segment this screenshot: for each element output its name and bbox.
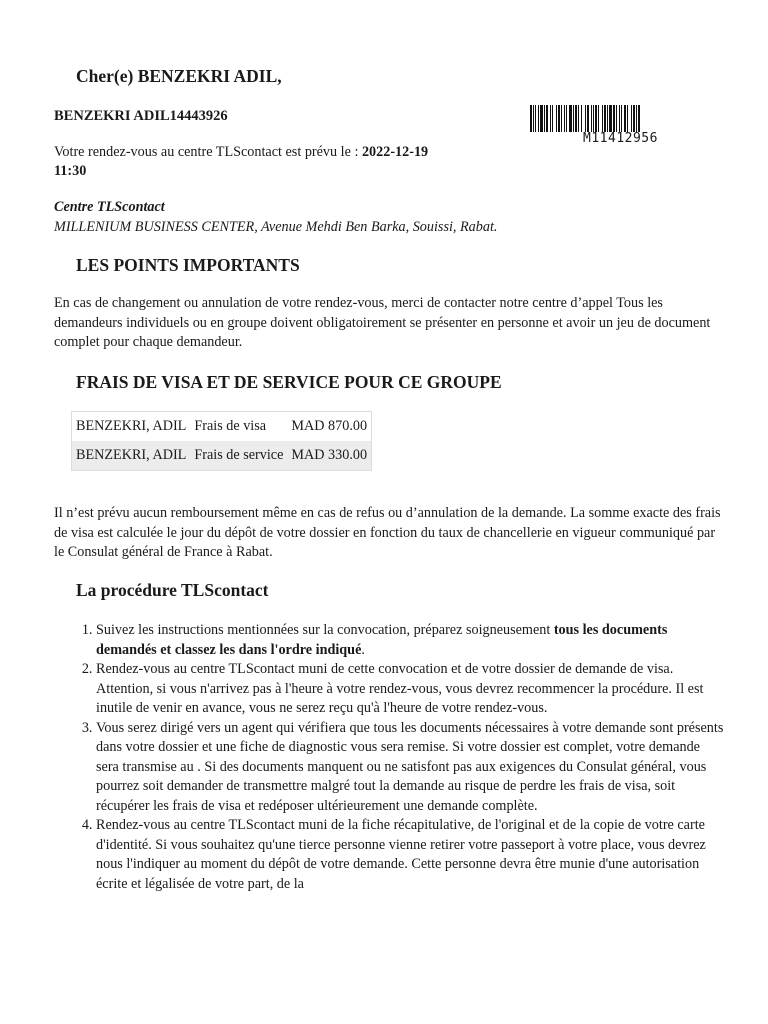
barcode-bar <box>578 105 579 132</box>
centre-title: Centre TLScontact <box>54 199 165 215</box>
barcode-bar <box>550 105 551 132</box>
barcode-bar <box>621 105 622 132</box>
barcode-bar <box>619 105 620 132</box>
barcode-bar <box>609 105 612 132</box>
important-points-text: En cas de changement ou annulation de votre rendez-vous, merci de contacter notre centre d’appel Tous les demandeurs individuels ou en groupe doivent obligatoirement se présenter en personne et avoir un jeu de document complet pour chaque demandeur. <box>54 295 711 350</box>
fee-type: Frais de visa <box>194 418 267 434</box>
step1-bold: tous les documents demandés et classez les dans l'ordre indiqué <box>96 622 668 658</box>
barcode-bar <box>631 105 632 132</box>
procedure-heading: La procédure TLScontact <box>76 580 269 600</box>
table-row <box>72 412 372 442</box>
barcode-bar <box>530 105 532 132</box>
step1-text: Suivez les instructions mentionnées sur la convocation, préparez soigneusement <box>96 622 554 638</box>
procedure-step-4: 4. Rendez-vous au centre TLScontact muni de la fiche récapitulative, de l'original et de la copie de votre carte d'identité. Si vous souhaitez qu'une tierce personne vienne retirer votre passeport à votre place, vous devrez nous l'indiquer au moment du dépôt de votre demande. Cette personne devra être munie d'une autorisation écrite et légalisée de votre part, de la <box>96 816 726 894</box>
barcode-bar <box>636 105 637 132</box>
centre-address: MILLENIUM BUSINESS CENTER, Avenue Mehdi Ben Barka, Souissi, Rabat. <box>54 219 498 235</box>
appointment-date: 2022-12-19 <box>361 144 429 160</box>
step1-end: . <box>361 641 365 658</box>
barcode-bar <box>587 105 589 132</box>
appointment-time: 11:30 <box>54 163 87 179</box>
applicant-reference: BENZEKRI ADIL14443926 <box>54 108 228 124</box>
barcode-bar <box>624 105 626 132</box>
barcode-bar <box>561 105 562 132</box>
barcode-bar <box>627 105 628 132</box>
barcode-bar <box>633 105 635 132</box>
important-points-heading: LES POINTS IMPORTANTS <box>76 255 300 275</box>
barcode-bar <box>602 105 603 132</box>
barcode-number: M11412956 <box>583 131 658 146</box>
barcode-bar <box>569 105 572 132</box>
barcode-bars <box>530 105 711 132</box>
barcode-bar <box>544 105 545 132</box>
barcode-bar <box>616 105 617 132</box>
fee-amount: MAD 330.00 <box>287 441 371 471</box>
procedure-step-2: 2. Rendez-vous au centre TLScontact muni de cette convocation et de votre dossier de demande de visa. Attention, si vous n'arrivez pas à l'heure à votre rendez-vous, vous devrez recommencer la procédure. Il est inutile de venir en avance, vous ne serez reçu qu'à l'heure de votre rendez-vous. <box>96 660 726 719</box>
barcode-bar <box>564 105 565 132</box>
fee-applicant-name: BENZEKRI, ADIL <box>72 441 191 471</box>
procedure-step-3: 3. Vous serez dirigé vers un agent qui vérifiera que tous les documents nécessaires à votre demande sont présents dans votre dossier et une fiche de diagnostic vous sera remise. Si votre dossier est complet, votre demande sera transmise au . Si des documents manquent ou ne satisfont pas aux exigences du Consulat général, vous pourrez soit demander de transmettre malgré tout la demande au risque de perdre les frais de visa, soit récupérer les frais de visa et redéposer ultérieurement une demande complète. <box>96 719 726 817</box>
barcode-bar <box>533 105 534 132</box>
barcode-bar <box>558 105 560 132</box>
barcode-bar <box>538 105 539 132</box>
barcode-bar <box>638 105 640 132</box>
barcode-bar <box>546 105 548 132</box>
barcode-bar <box>585 105 586 132</box>
barcode-bar <box>552 105 553 132</box>
barcode-bar <box>581 105 582 132</box>
refund-notice: Il n’est prévu aucun remboursement même en cas de refus ou d’annulation de la demande. La somme exacte des frais de visa est calculée le jour du dépôt de votre dossier en fonction du taux de chancellerie en vigueur communiqué par le Consulat général de France à Rabat. <box>54 505 721 560</box>
barcode-bar <box>556 105 557 132</box>
barcode-bar <box>595 105 597 132</box>
appointment-info <box>54 143 504 181</box>
barcode-bar <box>607 105 608 132</box>
fee-type: Frais de service <box>190 441 287 471</box>
appointment-prefix: Votre rendez-vous au centre TLScontact est prévu le : <box>54 144 362 160</box>
barcode-bar <box>593 105 594 132</box>
fees-heading: FRAIS DE VISA ET DE SERVICE POUR CE GROUPE <box>76 372 502 392</box>
barcode-bar <box>540 105 543 132</box>
fee-amount: MAD 870.00 <box>291 418 368 434</box>
table-row <box>72 441 372 471</box>
procedure-steps <box>54 621 726 894</box>
fee-applicant-name: BENZEKRI, ADIL <box>76 418 187 434</box>
barcode-bar <box>535 105 536 132</box>
barcode-bar <box>613 105 615 132</box>
fees-table <box>71 411 372 471</box>
barcode <box>530 105 711 145</box>
procedure-step-1 <box>96 621 726 660</box>
barcode-bar <box>604 105 606 132</box>
greeting: Cher(e) BENZEKRI ADIL, <box>76 66 282 86</box>
barcode-bar <box>575 105 577 132</box>
barcode-bar <box>591 105 592 132</box>
centre-info <box>54 197 497 237</box>
barcode-bar <box>566 105 567 132</box>
barcode-bar <box>573 105 574 132</box>
barcode-bar <box>598 105 599 132</box>
